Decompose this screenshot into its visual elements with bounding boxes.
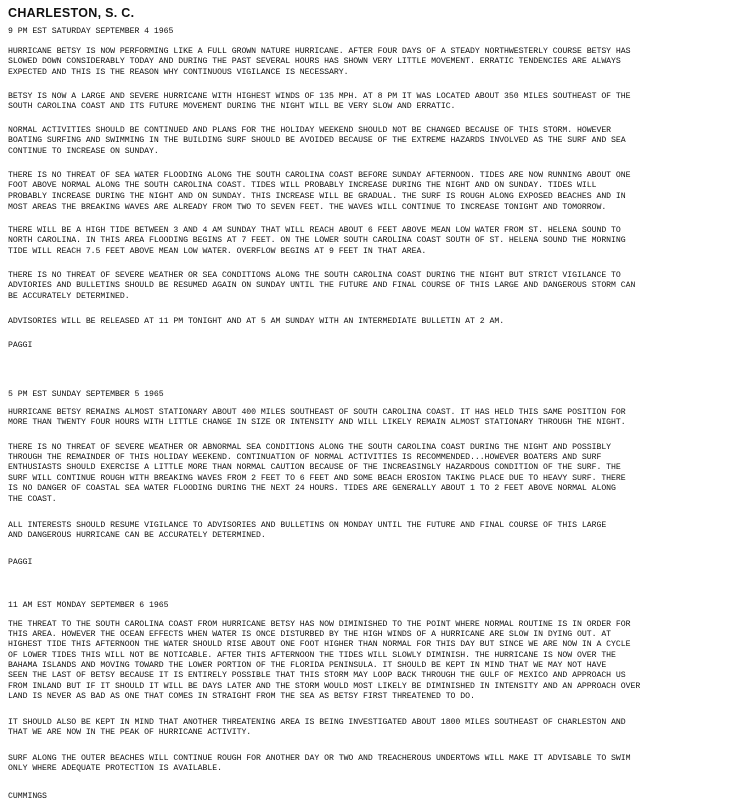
paragraph-line: LAND IS NEVER AS BAD AS ONE THAT COMES IN STRAIGHT FROM THE SEA AS BETSY FIRST THREATENED TO DO.	[8, 692, 475, 701]
paragraph-line: FROM INLAND BUT IF IT SHOULD IT WILL BE DAYS LATER AND THE STORM WOULD MOST LIKELY BE DIMINISHED IN INTENSITY AND AN APPROACH OVER	[8, 682, 641, 691]
paragraph-line: MORE THAN TWENTY FOUR HOURS WITH LITTLE CHANGE IN SIZE OR INTENSITY AND WILL LIKELY REMAIN ALMOST STATIONARY THROUGH THE NIGHT.	[8, 418, 626, 427]
paragraph-line: ALL INTERESTS SHOULD RESUME VIGILANCE TO ADVISORIES AND BULLETINS ON MONDAY UNTIL THE FUTURE AND FINAL COURSE OF THIS LARGE	[8, 521, 607, 530]
paragraph-line: THERE IS NO THREAT OF SEVERE WEATHER OR ABNORMAL SEA CONDITIONS ALONG THE SOUTH CAROLINA COAST DURING THE NIGHT AND POSSIBLY	[8, 443, 612, 452]
paragraph-line: SEEN THE LAST OF BETSY BECAUSE IT IS ENTIRELY POSSIBLE THAT THIS STORM MAY LOOP BACK THROUGH THE GULF OF MEXICO AND APPROACH US	[8, 671, 626, 680]
paragraph-line: BOATING SURFING AND SWIMMING IN THE BUILDING SURF SHOULD BE AVOIDED BECAUSE OF THE EXTREME HAZARDS INVOLVED AS THE SURF AND SEA	[8, 136, 626, 145]
bulletin-signature: PAGGI	[8, 558, 33, 567]
paragraph-line: ADVISORIES WILL BE RELEASED AT 11 PM TONIGHT AND AT 5 AM SUNDAY WITH AN INTERMEDIATE BULLETIN AT 2 AM.	[8, 317, 505, 326]
paragraph-line: THERE IS NO THREAT OF SEA WATER FLOODING ALONG THE SOUTH CAROLINA COAST BEFORE SUNDAY AFTERNOON. TIDES ARE NOW RUNNING ABOUT ONE	[8, 171, 631, 180]
paragraph-line: SURF ALONG THE OUTER BEACHES WILL CONTINUE ROUGH FOR ANOTHER DAY OR TWO AND TREACHEROUS UNDERTOWS WILL MAKE IT ADVISABLE TO SWIM	[8, 754, 631, 763]
paragraph-line: BETSY IS NOW A LARGE AND SEVERE HURRICANE WITH HIGHEST WINDS OF 135 MPH. AT 8 PM IT WAS LOCATED ABOUT 350 MILES SOUTHEAST OF THE	[8, 92, 631, 101]
paragraph-line: HIGHEST TIDE THIS AFTERNOON THE WATER SHOULD RISE ABOUT ONE FOOT HIGHER THAN NORMAL FOR THIS DAY BUT SINCE WE ARE NOW IN A CYCLE	[8, 640, 631, 649]
paragraph-line: THIS AREA. HOWEVER THE OCEAN EFFECTS WHEN WATER IS ONCE DISTURBED BY THE HIGH WINDS OF A HURRICANE ARE SLOW IN DYING OUT. AT	[8, 630, 612, 639]
paragraph-line: SOUTH CAROLINA COAST AND ITS FUTURE MOVEMENT DURING THE NIGHT WILL BE VERY SLOW AND ERRATIC.	[8, 102, 456, 111]
paragraph-line: EXPECTED AND THIS IS THE REASON WHY CONTINUOUS VIGILANCE IS NECESSARY.	[8, 68, 349, 77]
paragraph-line: THE COAST.	[8, 495, 57, 504]
paragraph-line: THE THREAT TO THE SOUTH CAROLINA COAST FROM HURRICANE BETSY HAS NOW DIMINISHED TO THE POINT WHERE NORMAL ROUTINE IS IN ORDER FOR	[8, 620, 631, 629]
paragraph-line: BE ACCURATELY DETERMINED.	[8, 292, 130, 301]
paragraph-line: THERE IS NO THREAT OF SEVERE WEATHER OR SEA CONDITIONS ALONG THE SOUTH CAROLINA COAST DURING THE NIGHT BUT STRICT VIGILANCE TO	[8, 271, 621, 280]
paragraph-line: OF LOWER TIDES THIS WILL NOT BE NOTICABLE. AFTER THIS AFTERNOON THE TIDES WILL SLOWLY DIMINISH. THE HURRICANE IS NOW OVER THE	[8, 651, 616, 660]
bulletin-signature: PAGGI	[8, 341, 33, 350]
paragraph-line: HURRICANE BETSY IS NOW PERFORMING LIKE A FULL GROWN NATURE HURRICANE. AFTER FOUR DAYS OF A STEADY NORTHWESTERLY COURSE BETSY HAS	[8, 47, 631, 56]
paragraph-line: HURRICANE BETSY REMAINS ALMOST STATIONARY ABOUT 400 MILES SOUTHEAST OF SOUTH CAROLINA COAST. IT HAS HELD THIS SAME POSITION FOR	[8, 408, 626, 417]
bulletin-timestamp: 9 PM EST SATURDAY SEPTEMBER 4 1965	[8, 27, 174, 36]
paragraph-line: THAT WE ARE NOW IN THE PEAK OF HURRICANE ACTIVITY.	[8, 728, 252, 737]
paragraph-line: THERE WILL BE A HIGH TIDE BETWEEN 3 AND 4 AM SUNDAY THAT WILL REACH ABOUT 6 FEET ABOVE MEAN LOW WATER FROM ST. HELENA SOUND TO	[8, 226, 621, 235]
paragraph-line: THROUGH THE REMAINDER OF THIS HOLIDAY WEEKEND. CONTINUATION OF NORMAL ACTIVITIES IS RECOMMENDED...HOWEVER BOATERS AND SURF	[8, 453, 602, 462]
paragraph-line: CONTINUE TO INCREASE ON SUNDAY.	[8, 147, 159, 156]
paragraph-line: ONLY WHERE ADEQUATE PROTECTION IS AVAILABLE.	[8, 764, 222, 773]
paragraph-line: SURF WILL CONTINUE ROUGH WITH BREAKING WAVES FROM 2 FEET TO 6 FEET AND SOME BEACH EROSION TAKING PLACE DUE TO HEAVY SURF. THERE	[8, 474, 626, 483]
bulletin-signature: CUMMINGS	[8, 792, 47, 801]
bulletin-timestamp: 5 PM EST SUNDAY SEPTEMBER 5 1965	[8, 390, 164, 399]
paragraph-line: IT SHOULD ALSO BE KEPT IN MIND THAT ANOTHER THREATENING AREA IS BEING INVESTIGATED ABOUT 1800 MILES SOUTHEAST OF CHARLESTON AND	[8, 718, 626, 727]
paragraph-line: ADVIORIES AND BULLETINS SHOULD BE RESUMED AGAIN ON SUNDAY UNTIL THE FUTURE AND FINAL COURSE OF THIS LARGE AND DANGEROUS STORM CAN	[8, 281, 636, 290]
paragraph-line: MOST AREAS THE BREAKING WAVES ARE ALREADY FROM TWO TO SEVEN FEET. THE WAVES WILL CONTINUE TO INCREASE TONIGHT AND TOMORROW.	[8, 203, 607, 212]
paragraph-line: IS NO DANGER OF COASTAL SEA WATER FLOODING DURING THE NEXT 24 HOURS. TIDES ARE GENERALLY ABOUT 1 TO 2 FEET ABOVE NORMAL ALONG	[8, 484, 616, 493]
paragraph-line: PROBABLY INCREASE DURING THE NIGHT AND ON SUNDAY. THIS INCREASE WILL BE GRADUAL. THE SURF IS ROUGH ALONG EXPOSED BEACHES AND IN	[8, 192, 626, 201]
paragraph-line: BAHAMA ISLANDS AND MOVING TOWARD THE LOWER PORTION OF THE FLORIDA PENINSULA. IT SHOULD BE KEPT IN MIND THAT WE MAY NOT HAVE	[8, 661, 607, 670]
paragraph-line: FOOT ABOVE NORMAL ALONG THE SOUTH CAROLINA COAST. TIDES WILL PROBABLY INCREASE DURING THE NIGHT AND ON SUNDAY. TIDES WILL	[8, 181, 597, 190]
bulletin-timestamp: 11 AM EST MONDAY SEPTEMBER 6 1965	[8, 601, 169, 610]
paragraph-line: NORTH CAROLINA. IN THIS AREA FLOODING BEGINS AT 7 FEET. ON THE LOWER SOUTH CAROLINA COAST SOUTH OF ST. HELENA SOUND THE MORNING	[8, 236, 626, 245]
paragraph-line: AND DANGEROUS HURRICANE CAN BE ACCURATELY DETERMINED.	[8, 531, 266, 540]
document-heading: CHARLESTON, S. C.	[8, 6, 135, 20]
paragraph-line: SLOWED DOWN CONSIDERABLY TODAY AND DURING THE PAST SEVERAL HOURS HAS SHOWN VERY LITTLE MOVEMENT. ERRATIC TENDENCIES ARE ALWAYS	[8, 57, 621, 66]
paragraph-line: TIDE WILL REACH 7.5 FEET ABOVE MEAN LOW WATER. OVERFLOW BEGINS AT 9 FEET IN THAT AREA.	[8, 247, 427, 256]
paragraph-line: ENTHUSIASTS SHOULD EXERCISE A LITTLE MORE THAN NORMAL CAUTION BECAUSE OF THE INCREASINGLY HAZARDOUS CONDITION OF THE SURF. THE	[8, 463, 621, 472]
paragraph-line: NORMAL ACTIVITIES SHOULD BE CONTINUED AND PLANS FOR THE HOLIDAY WEEKEND SHOULD NOT BE CHANGED BECAUSE OF THIS STORM. HOWEVER	[8, 126, 612, 135]
